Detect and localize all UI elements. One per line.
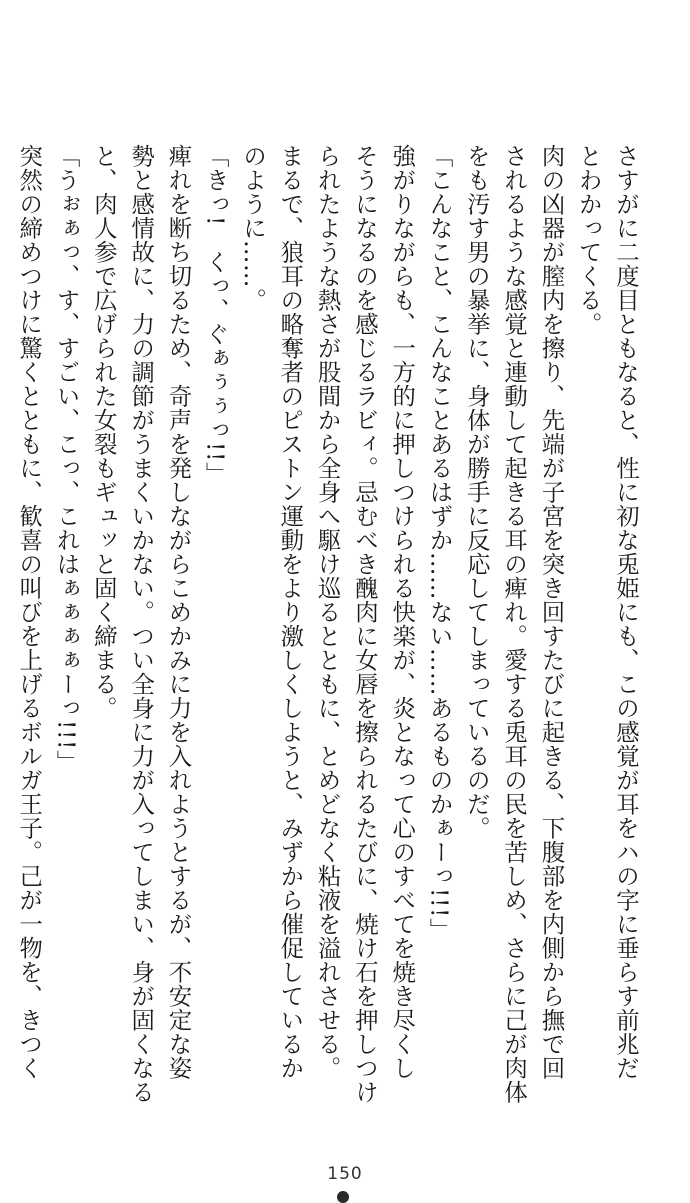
text-line: と、肉人参で広げられた女裂もギュッと固く締まる。 [89,144,118,720]
text-line: 勢と感情故に、力の調節がうまくいかない。つい全身に力が入ってしまい、身が固くなる [127,144,156,1104]
text-line: さすがに二度目ともなると、性に初な兎姫にも、この感覚が耳をハの字に垂らす前兆だ [612,144,640,1080]
text-line: られたような熱さが股間から全身へ駆け巡るとともに、とめどなく粘液を溢れさせる。 [313,144,342,1080]
text-line: 「きっ! くっ、ぐぁぅぅっ!!」 [201,144,230,486]
text-line: 突然の締めつけに驚くとともに、歓喜の叫びを上げるボルガ王子。己が一物を、きつく [15,144,44,1080]
page-number: 150 [327,1164,363,1184]
text-line: まるで、狼耳の略奪者のピストン運動をより激しくしようと、みずから催促しているか [276,144,305,1080]
text-line: とわかってくる。 [574,144,603,336]
text-line: されるような感覚と連動して起きる耳の痺れ。愛する兎耳の民を苦しめ、さらに己が肉体 [500,144,529,1104]
page-marker-dot [337,1191,349,1203]
text-line: 「こんなこと、こんなことあるはずか……ない……あるものかぁーっ!!!」 [425,144,454,942]
text-line: 肉の凶器が膣内を擦り、先端が子宮を突き回すたびに起きる、下腹部を内側から撫で回 [537,144,566,1080]
text-line: 痺れを断ち切るため、奇声を発しながらこめかみに力を入れようとするが、不安定な姿 [164,144,193,1080]
text-line: をも汚す男の暴挙に、身体が勝手に反応してしまっているのだ。 [462,144,491,840]
text-line: 「うぉぁっ、す、すごい、こっ、これはぁぁぁぁーっ!!!」 [52,144,81,774]
text-line: 強がりながらも、一方的に押しつけられる快楽が、炎となって心のすべてを焼き尽くし [388,144,417,1080]
text-line: のように……。 [239,144,268,312]
text-line: そうになるのを感じるラビィ。忌むべき醜肉に女唇を擦られるたびに、焼け石を押しつけ [350,144,379,1104]
vertical-text-body [15,144,644,1104]
